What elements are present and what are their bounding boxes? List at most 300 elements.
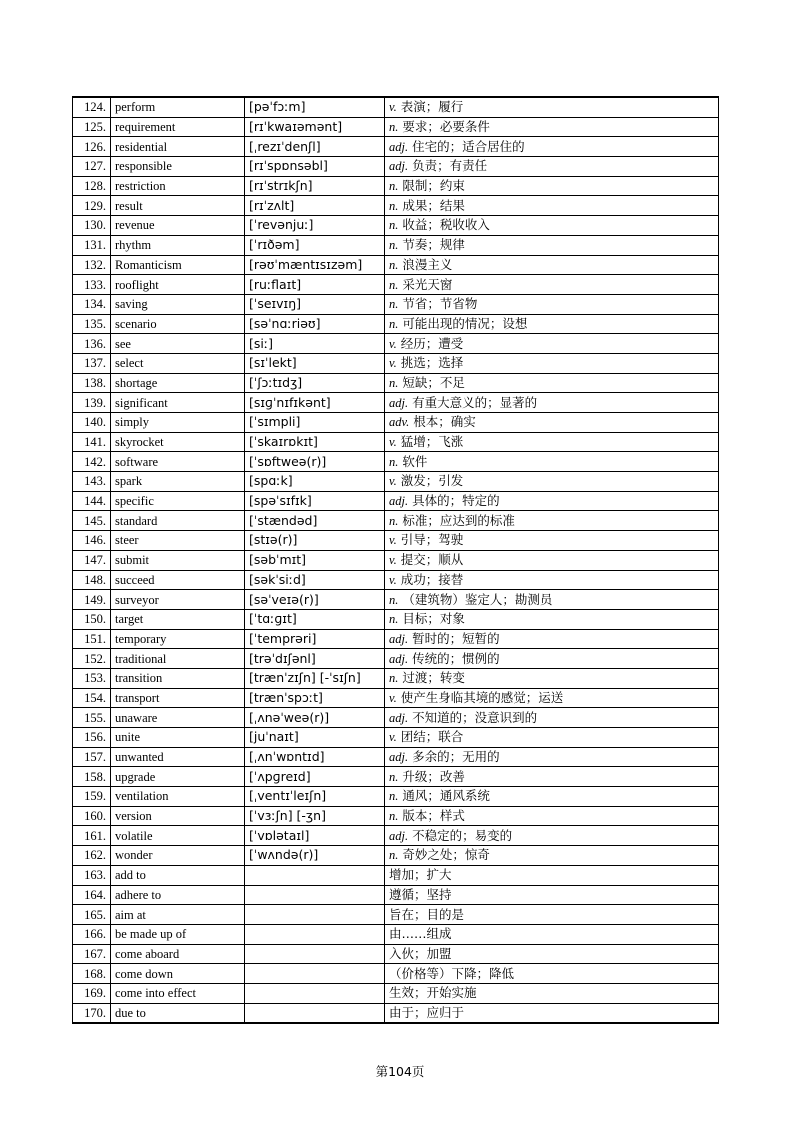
entry-meaning-cell [385,393,719,413]
entry-meaning: 可能出现的情况；设想 [402,315,528,331]
entry-meaning: 根本；确实 [413,414,476,430]
table-row [73,255,719,275]
table-row [73,373,719,393]
entry-meaning: 采光天窗 [402,276,453,292]
entry-number: 138. [73,373,111,393]
entry-meaning: 软件 [402,453,428,469]
entry-number: 141. [73,432,111,452]
table-row [73,452,719,472]
entry-meaning-cell [385,157,719,177]
part-of-speech: n. [389,375,399,390]
entry-meaning-cell [385,550,719,570]
entry-word: surveyor [111,590,245,610]
entry-number: 164. [73,885,111,905]
table-row [73,787,719,807]
table-row [73,235,719,255]
entry-meaning: 不知道的；没意识到的 [412,709,538,725]
table-row [73,137,719,157]
part-of-speech: n. [389,238,399,253]
entry-phonetic: [siː] [245,334,385,354]
entry-phonetic: [ˈrevənjuː] [245,216,385,236]
entry-meaning: 负责；有责任 [412,158,488,174]
entry-meaning-cell [385,373,719,393]
entry-phonetic: [səbˈmɪt] [245,550,385,570]
entry-phonetic: [ˈtemprəri] [245,629,385,649]
entry-phonetic: [trænˈzɪʃn] [-ˈsɪʃn] [245,668,385,688]
entry-word: Romanticism [111,255,245,275]
entry-meaning-cell [385,747,719,767]
entry-word: select [111,353,245,373]
table-row [73,472,719,492]
table-row [73,983,719,1003]
entry-meaning-cell [385,432,719,452]
entry-number: 142. [73,452,111,472]
entry-phonetic: [ˈstændəd] [245,511,385,531]
entry-meaning-cell [385,314,719,334]
entry-number: 158. [73,767,111,787]
entry-meaning: （价格等）下降；降低 [389,965,515,981]
part-of-speech: adj. [389,750,409,765]
entry-phonetic: [səˈnɑːriəʊ] [245,314,385,334]
entry-word: rooflight [111,275,245,295]
entry-number: 166. [73,924,111,944]
table-row [73,334,719,354]
table-row [73,944,719,964]
entry-meaning-cell [385,511,719,531]
entry-meaning-cell [385,590,719,610]
entry-meaning-cell [385,452,719,472]
part-of-speech: n. [389,612,399,627]
entry-number: 129. [73,196,111,216]
entry-number: 161. [73,826,111,846]
table-row [73,806,719,826]
entry-word: traditional [111,649,245,669]
entry-meaning: 短缺；不足 [402,374,465,390]
entry-number: 126. [73,137,111,157]
entry-meaning-cell [385,944,719,964]
entry-meaning: 暂时的；短暂的 [412,630,500,646]
entry-number: 147. [73,550,111,570]
part-of-speech: v. [389,435,397,450]
entry-meaning: 表演；履行 [400,99,464,115]
entry-meaning: 具体的；特定的 [412,493,500,509]
entry-word: perform [111,97,245,117]
entry-meaning: 使产生身临其境的感觉；运送 [400,689,564,705]
entry-meaning: 由……组成 [389,926,452,942]
entry-phonetic: [sɪˈlekt] [245,353,385,373]
entry-number: 168. [73,964,111,984]
entry-phonetic: [ˈrɪðəm] [245,235,385,255]
entry-number: 135. [73,314,111,334]
table-row [73,275,719,295]
entry-meaning-cell [385,1003,719,1023]
entry-number: 136. [73,334,111,354]
entry-meaning: 团结；联合 [400,729,464,745]
entry-number: 130. [73,216,111,236]
entry-word: ventilation [111,787,245,807]
entry-meaning: 激发；引发 [400,473,464,489]
entry-meaning: 引导；驾驶 [400,532,464,548]
entry-phonetic: [ˈsɒftweə(r)] [245,452,385,472]
entry-phonetic: [ˈsɪmpli] [245,413,385,433]
part-of-speech: v. [389,730,397,745]
entry-meaning-cell [385,846,719,866]
entry-phonetic: [ˈvɜːʃn] [-ʒn] [245,806,385,826]
table-row [73,570,719,590]
part-of-speech: adj. [389,631,409,646]
entry-meaning: 升级；改善 [402,768,465,784]
entry-word: spark [111,472,245,492]
entry-phonetic: [ˈvɒlətaɪl] [245,826,385,846]
entry-meaning-cell [385,885,719,905]
table-row [73,629,719,649]
entry-word: result [111,196,245,216]
entry-phonetic: [ˈskaɪrɒkɪt] [245,432,385,452]
part-of-speech: adj. [389,710,409,725]
part-of-speech: n. [389,198,399,213]
entry-word: restriction [111,176,245,196]
table-row [73,97,719,117]
entry-meaning: 猛增；飞涨 [400,434,464,450]
entry-meaning-cell [385,708,719,728]
entry-word: steer [111,531,245,551]
entry-number: 163. [73,865,111,885]
entry-meaning: 目标；对象 [402,611,465,627]
part-of-speech: v. [389,336,397,351]
entry-meaning-cell [385,353,719,373]
part-of-speech: v. [389,533,397,548]
entry-number: 145. [73,511,111,531]
entry-phonetic [245,983,385,1003]
entry-meaning-cell [385,787,719,807]
entry-word: skyrocket [111,432,245,452]
entry-number: 131. [73,235,111,255]
entry-number: 167. [73,944,111,964]
table-row [73,176,719,196]
entry-phonetic [245,944,385,964]
entry-meaning: 增加；扩大 [389,867,452,883]
part-of-speech: n. [389,789,399,804]
entry-meaning: （建筑物）鉴定人；勘测员 [402,591,553,607]
vocabulary-table-body [73,97,719,1023]
entry-meaning: 版本；样式 [402,808,465,824]
part-of-speech: adj. [389,159,409,174]
entry-number: 156. [73,728,111,748]
entry-meaning: 过渡；转变 [402,670,465,686]
entry-phonetic: [ruːflaɪt] [245,275,385,295]
entry-number: 128. [73,176,111,196]
entry-meaning-cell [385,235,719,255]
entry-meaning-cell [385,531,719,551]
entry-phonetic: [səˈveɪə(r)] [245,590,385,610]
table-row [73,885,719,905]
entry-meaning: 收益；税收收入 [402,217,490,233]
entry-number: 155. [73,708,111,728]
part-of-speech: adj. [389,395,409,410]
entry-meaning-cell [385,964,719,984]
table-row [73,767,719,787]
table-row [73,964,719,984]
part-of-speech: adj. [389,651,409,666]
entry-number: 139. [73,393,111,413]
entry-phonetic: [ˈseɪvɪŋ] [245,294,385,314]
part-of-speech: v. [389,356,397,371]
table-row [73,649,719,669]
entry-meaning: 生效；开始实施 [389,985,477,1001]
entry-meaning-cell [385,826,719,846]
entry-meaning: 要求；必要条件 [402,119,490,135]
entry-number: 140. [73,413,111,433]
entry-phonetic [245,865,385,885]
entry-phonetic [245,885,385,905]
entry-word: scenario [111,314,245,334]
entry-meaning-cell [385,294,719,314]
entry-word: shortage [111,373,245,393]
entry-word: target [111,609,245,629]
part-of-speech: n. [389,218,399,233]
entry-meaning: 经历；遭受 [400,335,464,351]
entry-meaning: 节奏；规律 [402,237,465,253]
entry-word: unite [111,728,245,748]
entry-meaning: 遵循；坚持 [389,886,452,902]
entry-number: 133. [73,275,111,295]
part-of-speech: adj. [389,494,409,509]
table-row [73,550,719,570]
part-of-speech: n. [389,297,399,312]
part-of-speech: n. [389,257,399,272]
entry-word: specific [111,491,245,511]
entry-meaning: 有重大意义的；显著的 [412,394,538,410]
entry-meaning: 挑选；选择 [400,355,464,371]
entry-number: 169. [73,983,111,1003]
entry-word: come down [111,964,245,984]
entry-phonetic: [səkˈsiːd] [245,570,385,590]
entry-meaning-cell [385,472,719,492]
entry-number: 127. [73,157,111,177]
entry-word: standard [111,511,245,531]
entry-meaning: 浪漫主义 [402,256,453,272]
entry-number: 124. [73,97,111,117]
entry-meaning-cell [385,806,719,826]
entry-phonetic [245,964,385,984]
entry-meaning-cell [385,176,719,196]
table-row [73,294,719,314]
entry-word: adhere to [111,885,245,905]
table-row [73,432,719,452]
entry-word: be made up of [111,924,245,944]
entry-phonetic: [sɪɡˈnɪfɪkənt] [245,393,385,413]
entry-phonetic: [spəˈsɪfɪk] [245,491,385,511]
entry-number: 146. [73,531,111,551]
entry-word: come into effect [111,983,245,1003]
vocabulary-table [72,96,719,1024]
part-of-speech: v. [389,690,397,705]
entry-word: wonder [111,846,245,866]
entry-meaning-cell [385,609,719,629]
entry-meaning-cell [385,117,719,137]
table-row [73,531,719,551]
table-row [73,393,719,413]
entry-meaning-cell [385,196,719,216]
entry-meaning: 由于；应归于 [389,1004,465,1020]
entry-phonetic: [rəʊˈmæntɪsɪzəm] [245,255,385,275]
entry-phonetic: [trænˈspɔːt] [245,688,385,708]
entry-meaning: 成果；结果 [402,197,465,213]
table-row [73,117,719,137]
entry-word: residential [111,137,245,157]
part-of-speech: adj. [389,828,409,843]
entry-word: transition [111,668,245,688]
entry-word: transport [111,688,245,708]
page-number: 第104页 [375,1064,425,1079]
entry-meaning-cell [385,688,719,708]
entry-word: saving [111,294,245,314]
entry-word: see [111,334,245,354]
entry-word: come aboard [111,944,245,964]
table-row [73,1003,719,1023]
entry-word: succeed [111,570,245,590]
entry-number: 165. [73,905,111,925]
entry-number: 150. [73,609,111,629]
table-row [73,314,719,334]
entry-number: 125. [73,117,111,137]
entry-phonetic: [pəˈfɔːm] [245,97,385,117]
entry-meaning: 不稳定的；易变的 [412,827,513,843]
entry-phonetic: [ˌʌnəˈweə(r)] [245,708,385,728]
entry-meaning-cell [385,905,719,925]
entry-meaning-cell [385,924,719,944]
entry-meaning-cell [385,728,719,748]
entry-word: aim at [111,905,245,925]
entry-meaning-cell [385,334,719,354]
entry-meaning-cell [385,275,719,295]
entry-word: responsible [111,157,245,177]
entry-meaning-cell [385,491,719,511]
entry-number: 162. [73,846,111,866]
entry-number: 154. [73,688,111,708]
table-row [73,511,719,531]
entry-meaning-cell [385,137,719,157]
entry-meaning-cell [385,983,719,1003]
table-row [73,491,719,511]
part-of-speech: v. [389,553,397,568]
entry-phonetic: [rɪˈstrɪkʃn] [245,176,385,196]
entry-phonetic [245,905,385,925]
entry-word: volatile [111,826,245,846]
entry-word: due to [111,1003,245,1023]
part-of-speech: n. [389,120,399,135]
entry-meaning: 成功；接替 [400,571,464,587]
entry-phonetic: [rɪˈzʌlt] [245,196,385,216]
table-row [73,846,719,866]
entry-phonetic: [stɪə(r)] [245,531,385,551]
entry-number: 151. [73,629,111,649]
entry-word: requirement [111,117,245,137]
table-row [73,216,719,236]
table-row [73,688,719,708]
table-row [73,924,719,944]
entry-number: 148. [73,570,111,590]
entry-meaning-cell [385,216,719,236]
part-of-speech: n. [389,809,399,824]
entry-word: unwanted [111,747,245,767]
entry-word: temporary [111,629,245,649]
entry-meaning: 多余的；无用的 [412,749,500,765]
entry-meaning: 旨在；目的是 [389,906,465,922]
entry-meaning: 标准；应达到的标准 [402,512,515,528]
entry-meaning: 奇妙之处；惊奇 [402,847,490,863]
part-of-speech: n. [389,671,399,686]
entry-word: simply [111,413,245,433]
entry-meaning: 提交；顺从 [400,552,464,568]
table-row [73,668,719,688]
entry-word: unaware [111,708,245,728]
table-row [73,590,719,610]
entry-phonetic: [rɪˈkwaɪəmənt] [245,117,385,137]
entry-number: 149. [73,590,111,610]
part-of-speech: n. [389,316,399,331]
entry-phonetic: [ˌrezɪˈdenʃl] [245,137,385,157]
entry-meaning-cell [385,629,719,649]
entry-number: 159. [73,787,111,807]
table-row [73,353,719,373]
entry-meaning-cell [385,570,719,590]
entry-word: add to [111,865,245,885]
entry-meaning-cell [385,97,719,117]
table-row [73,865,719,885]
entry-phonetic [245,1003,385,1023]
part-of-speech: v. [389,100,397,115]
part-of-speech: n. [389,454,399,469]
entry-number: 160. [73,806,111,826]
entry-meaning: 节省；节省物 [402,296,478,312]
entry-word: revenue [111,216,245,236]
entry-number: 137. [73,353,111,373]
entry-meaning-cell [385,865,719,885]
entry-number: 144. [73,491,111,511]
table-row [73,609,719,629]
entry-number: 170. [73,1003,111,1023]
part-of-speech: n. [389,277,399,292]
entry-number: 157. [73,747,111,767]
table-row [73,747,719,767]
entry-meaning: 限制；约束 [402,178,465,194]
entry-word: rhythm [111,235,245,255]
entry-number: 153. [73,668,111,688]
entry-meaning: 通风；通风系统 [402,788,490,804]
entry-word: version [111,806,245,826]
entry-phonetic: [juˈnaɪt] [245,728,385,748]
entry-number: 134. [73,294,111,314]
entry-meaning: 传统的；惯例的 [412,650,500,666]
entry-phonetic: [ˈʌpɡreɪd] [245,767,385,787]
entry-meaning-cell [385,767,719,787]
part-of-speech: n. [389,179,399,194]
entry-meaning-cell [385,649,719,669]
entry-word: upgrade [111,767,245,787]
entry-phonetic [245,924,385,944]
part-of-speech: adv. [389,415,410,430]
table-row [73,708,719,728]
part-of-speech: v. [389,474,397,489]
entry-phonetic: [ˌʌnˈwɒntɪd] [245,747,385,767]
entry-phonetic: [rɪˈspɒnsəbl] [245,157,385,177]
entry-number: 143. [73,472,111,492]
table-row [73,196,719,216]
entry-phonetic: [ˈʃɔːtɪdʒ] [245,373,385,393]
part-of-speech: n. [389,592,399,607]
entry-number: 152. [73,649,111,669]
